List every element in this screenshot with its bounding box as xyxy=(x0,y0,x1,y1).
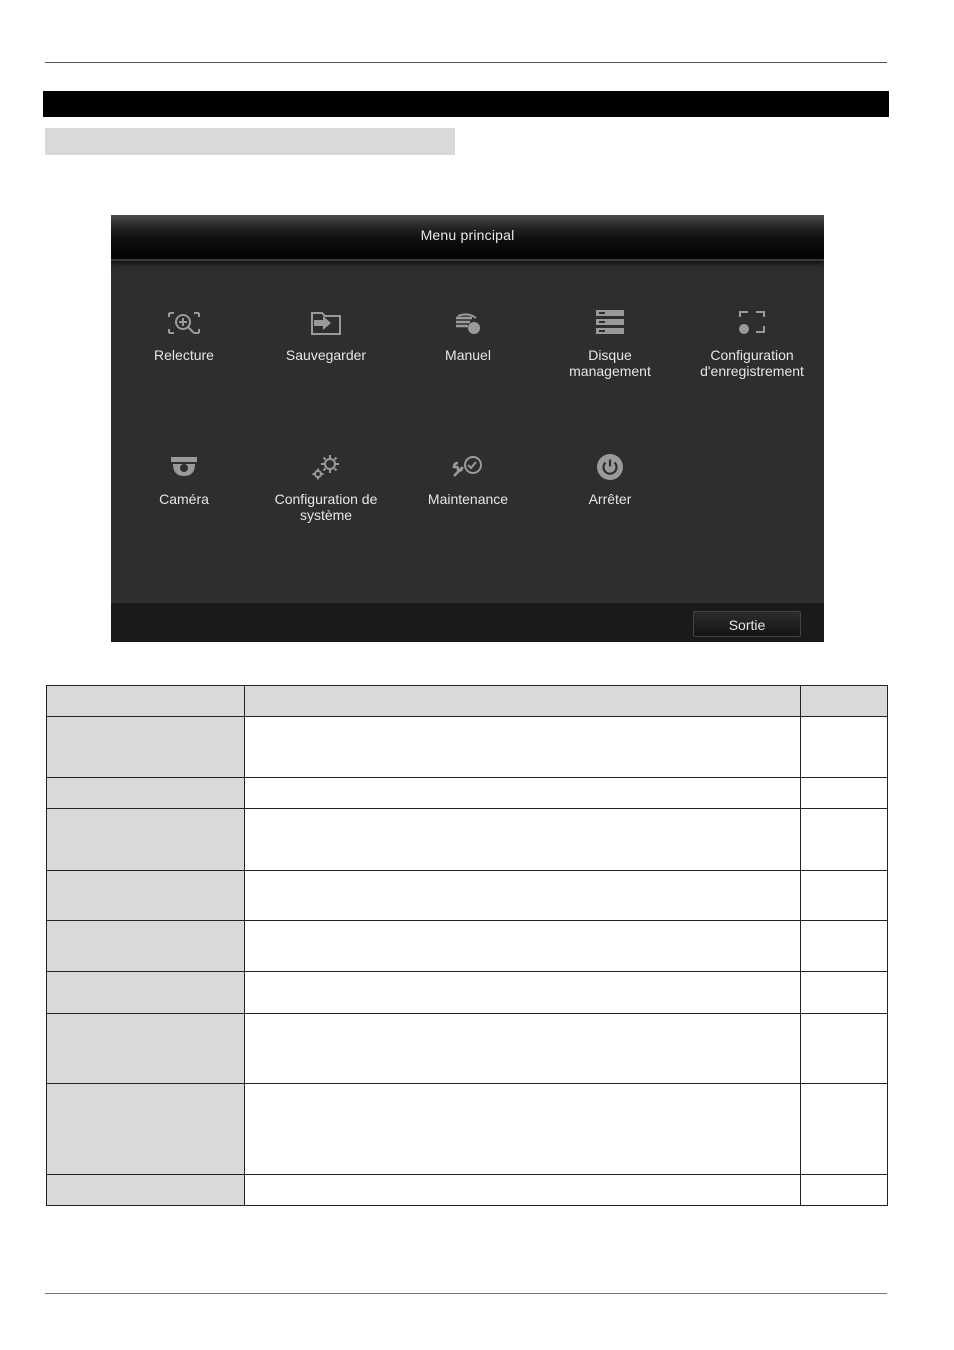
table-header-cell xyxy=(245,686,801,717)
menu-item-label: Relecture xyxy=(154,347,214,363)
camera-icon xyxy=(164,451,204,483)
table-cell xyxy=(801,1084,888,1175)
table-row xyxy=(47,921,888,972)
menu-item-backup[interactable] xyxy=(255,307,397,363)
dvr-footer xyxy=(111,603,824,642)
menu-item-label: Maintenance xyxy=(427,491,509,507)
table-cell xyxy=(245,921,801,972)
table-cell xyxy=(801,717,888,778)
table-row xyxy=(47,809,888,871)
hdd-icon xyxy=(590,307,630,339)
menu-item-label: Manuel xyxy=(445,347,491,363)
dvr-title-bar xyxy=(111,215,824,261)
power-icon xyxy=(590,451,630,483)
menu-item-label: Arrêter xyxy=(588,491,632,507)
table-cell xyxy=(245,972,801,1014)
menu-item-label: Disque management xyxy=(569,347,651,379)
menu-item-label: Caméra xyxy=(159,491,209,507)
menu-item-playback[interactable] xyxy=(113,307,255,363)
maintenance-icon xyxy=(448,451,488,483)
table-cell xyxy=(245,717,801,778)
table-row xyxy=(47,778,888,809)
playback-icon xyxy=(164,307,204,339)
dvr-main-menu-window xyxy=(111,215,824,642)
table-cell xyxy=(245,809,801,871)
table-cell xyxy=(47,778,245,809)
bottom-rule xyxy=(45,1293,887,1294)
table-header-row xyxy=(47,686,888,717)
table-cell xyxy=(47,1014,245,1084)
menu-item-label: Configuration de système xyxy=(274,491,378,523)
table-cell xyxy=(47,717,245,778)
table-cell xyxy=(801,972,888,1014)
exit-button[interactable]: Sortie xyxy=(693,611,801,637)
table-row xyxy=(47,871,888,921)
table-cell xyxy=(245,1084,801,1175)
dvr-title: Menu principal xyxy=(420,227,515,243)
menu-item-label: Configuration d'enregistrement xyxy=(700,347,804,379)
table-row xyxy=(47,717,888,778)
section-heading-bar xyxy=(43,91,889,117)
menu-item-manual[interactable] xyxy=(397,307,539,363)
table-cell xyxy=(801,809,888,871)
table-row xyxy=(47,1014,888,1084)
table-cell xyxy=(47,921,245,972)
menu-description-table xyxy=(46,685,888,1206)
record-config-icon xyxy=(732,307,772,339)
table-cell xyxy=(47,809,245,871)
table-row xyxy=(47,1084,888,1175)
table-cell xyxy=(245,871,801,921)
table-cell xyxy=(801,778,888,809)
menu-item-label: Sauvegarder xyxy=(285,347,367,363)
table-cell xyxy=(801,1014,888,1084)
table-cell xyxy=(245,778,801,809)
table-cell xyxy=(47,1084,245,1175)
menu-item-maintenance[interactable] xyxy=(397,451,539,507)
menu-item-disk-management[interactable] xyxy=(539,307,681,379)
gears-icon xyxy=(306,451,346,483)
table-cell xyxy=(47,972,245,1014)
table-cell xyxy=(47,871,245,921)
table-cell xyxy=(801,1175,888,1206)
table-cell xyxy=(47,1175,245,1206)
backup-icon xyxy=(306,307,346,339)
table-cell xyxy=(245,1175,801,1206)
menu-item-record-configuration[interactable] xyxy=(681,307,823,379)
table-header-cell xyxy=(47,686,245,717)
table-row xyxy=(47,972,888,1014)
menu-item-system-configuration[interactable] xyxy=(255,451,397,523)
top-rule xyxy=(45,62,887,63)
manual-record-icon xyxy=(448,307,488,339)
table-cell xyxy=(801,871,888,921)
table-cell xyxy=(801,921,888,972)
menu-item-shutdown[interactable] xyxy=(539,451,681,507)
table-cell xyxy=(245,1014,801,1084)
table-header-cell xyxy=(801,686,888,717)
menu-item-camera[interactable] xyxy=(113,451,255,507)
subsection-heading-bar xyxy=(45,128,455,155)
table-row xyxy=(47,1175,888,1206)
